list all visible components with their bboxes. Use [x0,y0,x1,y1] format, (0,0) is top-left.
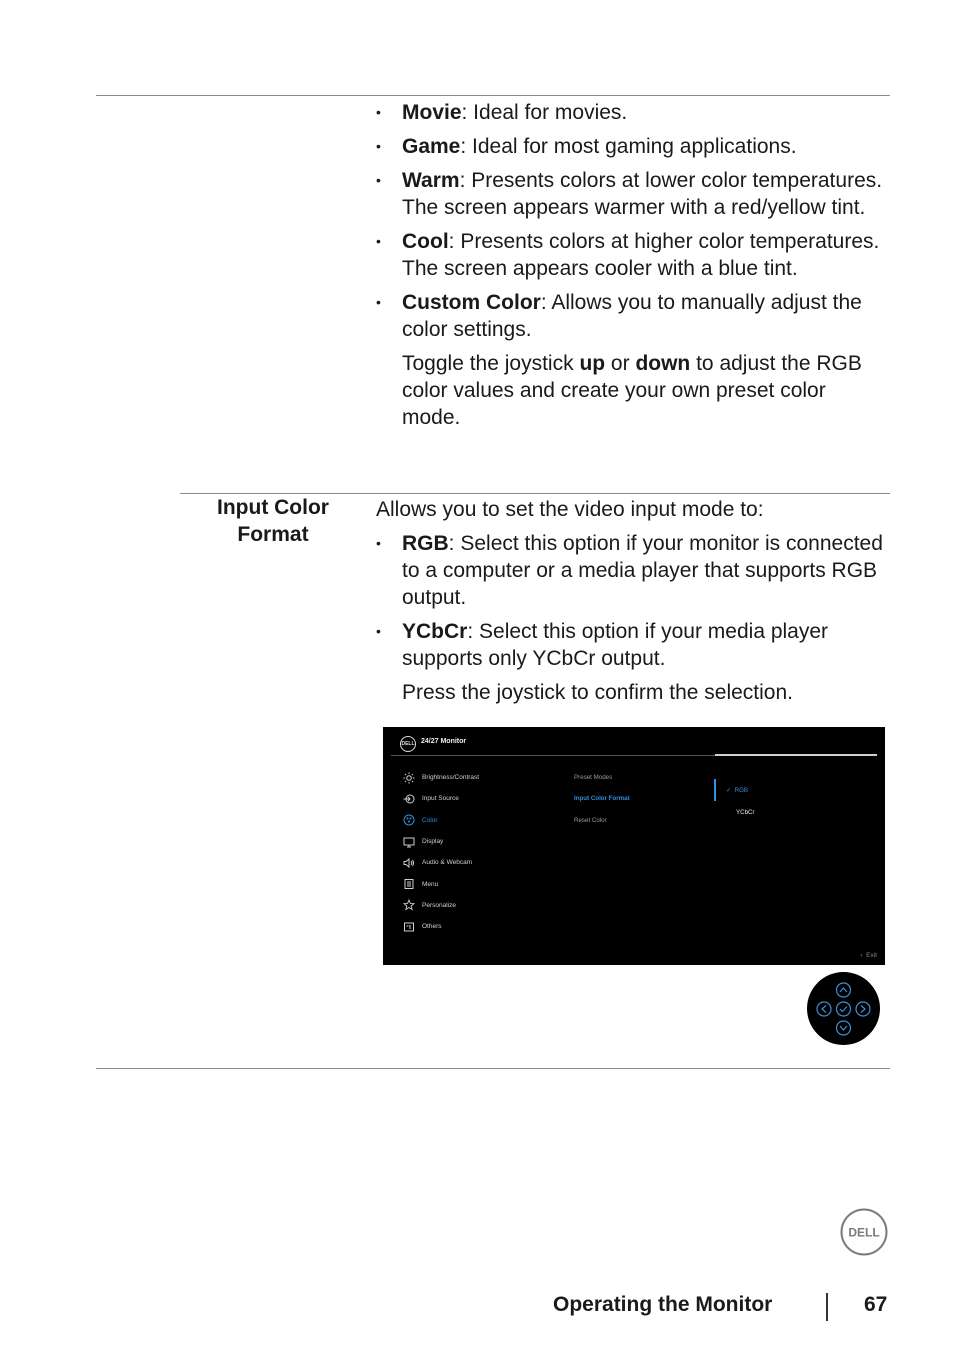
top-rule [96,95,890,96]
check-icon: ✓ [726,787,732,794]
list-item [376,99,886,126]
page-number: 67 [864,1293,888,1316]
item-desc: : Ideal for most gaming applications. [460,135,797,158]
item-desc: : Ideal for movies. [461,101,628,124]
bullet: • [376,535,381,551]
osd-divider-highlight [715,754,877,756]
bullet: • [376,233,381,249]
menu-icon [403,878,415,890]
osd-menu-item-personalize[interactable] [403,895,479,916]
list-item [376,133,886,160]
intro-text: Allows you to set the video input mode to: [376,498,764,521]
item-desc: : Select this option if your media player supports only YCbCr output. [402,620,829,670]
item-term: Warm [402,169,460,192]
osd-menu-label: Display [422,838,444,846]
osd-option-ycbcr[interactable] [736,809,755,816]
osd-menu-item-others[interactable] [403,916,479,937]
note-text: to adjust the RGB color values and create your own preset color mode. [402,352,862,429]
osd-exit[interactable] [860,952,877,959]
osd-menu-item-menu[interactable] [403,873,479,894]
bullet: • [376,294,381,310]
osd-menu-item-color[interactable] [403,810,479,831]
preset-modes-list [376,99,886,438]
input-source-icon [403,793,415,805]
list-item [376,167,886,221]
item-desc: : Presents colors at higher color temperatures. The screen appears cooler with a blue tint. [402,230,880,280]
dell-logo-icon: DELL [400,736,416,752]
joystick-graphic [807,972,880,1045]
bullet: • [376,138,381,154]
osd-option-label: RGB [734,787,749,794]
bullet: • [376,104,381,120]
osd-menu-label: Others [422,923,442,931]
bottom-rule [96,1068,890,1069]
chevron-left-icon: ‹ [860,952,863,959]
dell-logo-icon [840,1208,888,1256]
list-item [376,289,886,343]
osd-title: 24/27 Monitor [421,738,467,745]
confirm-text: Press the joystick to confirm the selection. [402,681,793,704]
osd-exit-label: Exit [866,952,877,959]
list-item [376,618,886,672]
osd-menu-label: Input Source [422,795,459,803]
osd-submenu-input-color-format[interactable]: Input Color Format [574,795,630,803]
custom-color-note [376,350,886,431]
dell-logo-text: DELL [848,1225,880,1240]
others-icon [403,921,415,933]
item-term: Cool [402,230,449,253]
brightness-icon [403,772,415,784]
osd-menu-label: Personalize [422,901,456,909]
row-label-input-color-format: Input Color Format [217,496,329,546]
osd-menu-item-display[interactable] [403,831,479,852]
footer-separator [826,1293,828,1321]
osd-divider [391,755,715,756]
item-term: Custom Color [402,291,541,314]
note-text: or [605,352,636,375]
audio-icon [403,857,415,869]
joystick-icon [807,972,880,1045]
osd-menu-label: Brightness/Contrast [422,774,480,782]
list-item [376,228,886,282]
osd-selection-bar [714,779,716,801]
osd-submenu [574,767,630,831]
bullet: • [376,172,381,188]
osd-menu-item-brightness[interactable] [403,767,479,788]
osd-menu-label: Color [422,816,438,824]
osd-option-label: YCbCr [736,809,755,816]
display-icon [403,836,415,848]
item-desc: : Allows you to manually adjust the color settings. [402,291,862,341]
osd-menu-label: Audio & Webcam [422,859,473,867]
note-text: Toggle the joystick [402,352,580,375]
osd-menu-item-audio-webcam[interactable] [403,852,479,873]
color-icon [403,814,415,826]
bullet: • [376,623,381,639]
note-bold-up: up [579,352,606,375]
osd-submenu-preset-modes[interactable]: Preset Modes [574,774,613,782]
input-color-format-content [376,496,886,713]
item-desc: : Presents colors at lower color temperatures. The screen appears warmer with a red/yellow tint. [402,169,883,219]
item-desc: : Select this option if your monitor is connected to a computer or a media player that supports RGB output. [402,532,883,609]
osd-screenshot [383,727,885,965]
osd-submenu-reset-color[interactable]: Reset Color [574,816,607,824]
star-icon [403,899,415,911]
osd-menu-label: Menu [422,880,439,888]
list-item [376,530,886,611]
item-term: Movie [402,101,462,124]
osd-option-rgb[interactable] [726,787,748,794]
footer-section-title: Operating the Monitor [553,1293,773,1316]
osd-main-menu [403,767,479,937]
item-term: Game [402,135,461,158]
item-term: RGB [402,532,449,555]
osd-menu-item-input-source[interactable] [403,788,479,809]
item-term: YCbCr [402,620,468,643]
note-bold-down: down [635,352,691,375]
